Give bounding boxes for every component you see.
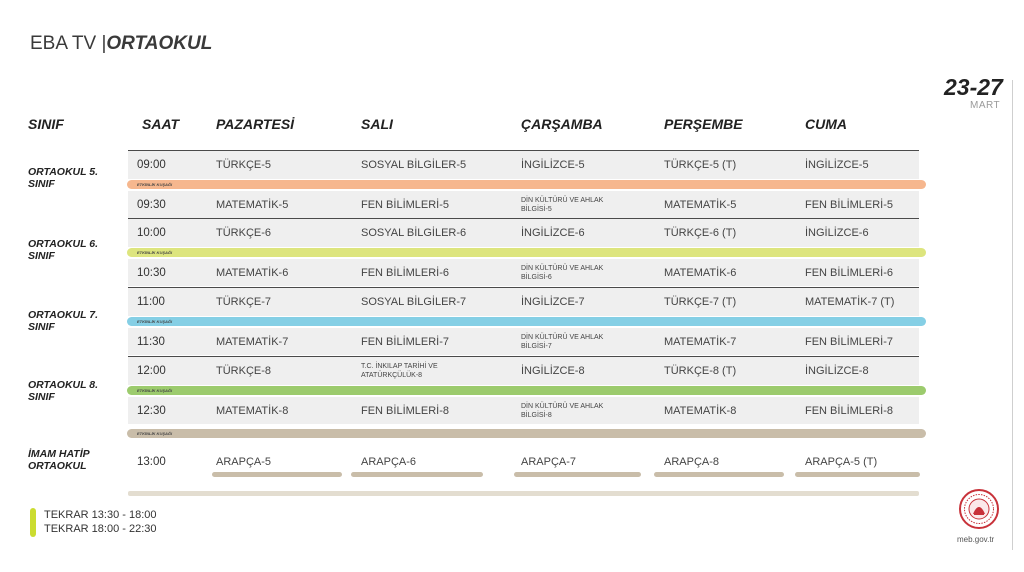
group-7-slot-1-time: 11:00 <box>137 296 165 308</box>
header-class: SINIF <box>28 116 64 132</box>
right-divider <box>1012 80 1013 550</box>
bottom-divider <box>128 491 919 496</box>
repeat-time-2: TEKRAR 18:00 - 22:30 <box>44 523 157 535</box>
header-day-friday: CUMA <box>805 116 847 132</box>
lesson-8-2-monday: MATEMATİK-8 <box>216 405 289 417</box>
activity-band-8 <box>127 386 926 395</box>
lesson-5-2-thursday: MATEMATİK-5 <box>664 199 737 211</box>
lesson-6-1-wednesday: İNGİLİZCE-6 <box>521 227 585 239</box>
repeat-indicator <box>30 508 36 537</box>
imam-hatip-underline-thursday <box>654 472 784 477</box>
activity-band-imam-hatip <box>127 429 926 438</box>
lesson-5-1-wednesday: İNGİLİZCE-5 <box>521 159 585 171</box>
lesson-8-1-monday: TÜRKÇE-8 <box>216 365 272 377</box>
lesson-6-2-friday: FEN BİLİMLERİ-6 <box>805 267 894 279</box>
lesson-7-1-tuesday: SOSYAL BİLGİLER-7 <box>361 296 467 308</box>
lesson-8-1-friday: İNGİLİZCE-8 <box>805 365 869 377</box>
imam-hatip-lesson-friday: ARAPÇA-5 (T) <box>805 456 878 468</box>
lesson-7-1-monday: TÜRKÇE-7 <box>216 296 272 308</box>
header-day-thursday: PERŞEMBE <box>664 116 743 132</box>
imam-hatip-lesson-monday: ARAPÇA-5 <box>216 456 272 468</box>
meb-emblem-icon <box>958 488 1000 530</box>
lesson-6-1-monday: TÜRKÇE-6 <box>216 227 272 239</box>
imam-hatip-lesson-thursday: ARAPÇA-8 <box>664 456 720 468</box>
imam-hatip-underline-monday <box>212 472 342 477</box>
group-6-slot-1-time: 10:00 <box>137 227 166 239</box>
brand-label: EBA TV <box>30 33 97 54</box>
page-title <box>30 33 212 55</box>
lesson-7-2-tuesday: FEN BİLİMLERİ-7 <box>361 336 450 348</box>
lesson-7-1-friday: MATEMATİK-7 (T) <box>805 296 895 308</box>
repeat-time-1: TEKRAR 13:30 - 18:00 <box>44 509 157 521</box>
group-7-name: ORTAOKUL 7. SINIF <box>28 309 99 333</box>
lesson-6-2-monday: MATEMATİK-6 <box>216 267 289 279</box>
lesson-5-2-wednesday: DİN KÜLTÜRÜ VE AHLAK BİLGİSİ-5 <box>521 197 604 213</box>
lesson-6-1-tuesday: SOSYAL BİLGİLER-6 <box>361 227 467 239</box>
lesson-5-2-friday: FEN BİLİMLERİ-5 <box>805 199 894 211</box>
group-6-name: ORTAOKUL 6. SINIF <box>28 238 99 262</box>
lesson-7-2-friday: FEN BİLİMLERİ-7 <box>805 336 894 348</box>
header-day-wednesday: ÇARŞAMBA <box>521 116 603 132</box>
lesson-8-2-friday: FEN BİLİMLERİ-8 <box>805 405 894 417</box>
lesson-6-2-tuesday: FEN BİLİMLERİ-6 <box>361 267 450 279</box>
subtitle-label: ORTAOKUL <box>106 33 213 54</box>
activity-band-label: ETKİNLİK KUŞAĞI <box>137 431 173 436</box>
group-5-slot-1-time: 09:00 <box>137 159 166 171</box>
lesson-5-1-monday: TÜRKÇE-5 <box>216 159 272 171</box>
lesson-8-2-tuesday: FEN BİLİMLERİ-8 <box>361 405 450 417</box>
imam-hatip-underline-wednesday <box>514 472 641 477</box>
imam-hatip-lesson-tuesday: ARAPÇA-6 <box>361 456 417 468</box>
activity-band-label: ETKİNLİK KUŞAĞI <box>137 319 173 324</box>
imam-hatip-lesson-wednesday: ARAPÇA-7 <box>521 456 577 468</box>
group-8-slot-1-time: 12:00 <box>137 365 166 377</box>
activity-band-label: ETKİNLİK KUŞAĞI <box>137 250 173 255</box>
header-day-monday: PAZARTESİ <box>216 116 295 132</box>
imam-hatip-time: 13:00 <box>137 456 166 468</box>
activity-band-label: ETKİNLİK KUŞAĞI <box>137 388 173 393</box>
group-8-name: ORTAOKUL 8. SINIF <box>28 379 99 403</box>
lesson-6-1-friday: İNGİLİZCE-6 <box>805 227 869 239</box>
group-7-slot-2-time: 11:30 <box>137 336 165 348</box>
activity-band-7 <box>127 317 926 326</box>
imam-hatip-underline-tuesday <box>351 472 483 477</box>
lesson-6-2-thursday: MATEMATİK-6 <box>664 267 737 279</box>
header-day-tuesday: SALI <box>361 116 393 132</box>
meb-url: meb.gov.tr <box>957 535 995 544</box>
activity-band-5 <box>127 180 926 189</box>
title-separator: | <box>101 33 107 54</box>
lesson-5-1-friday: İNGİLİZCE-5 <box>805 159 869 171</box>
lesson-5-2-tuesday: FEN BİLİMLERİ-5 <box>361 199 450 211</box>
lesson-7-1-thursday: TÜRKÇE-7 (T) <box>664 296 737 308</box>
imam-hatip-underline-friday <box>795 472 920 477</box>
date-month: MART <box>970 100 1001 111</box>
lesson-7-2-thursday: MATEMATİK-7 <box>664 336 737 348</box>
header-time: SAAT <box>142 116 180 132</box>
group-5-slot-2-time: 09:30 <box>137 199 166 211</box>
imam-hatip-name: İMAM HATİP ORTAOKUL <box>28 448 90 472</box>
lesson-8-1-wednesday: İNGİLİZCE-8 <box>521 365 585 377</box>
lesson-6-2-wednesday: DİN KÜLTÜRÜ VE AHLAK BİLGİSİ-6 <box>521 265 604 281</box>
activity-band-label: ETKİNLİK KUŞAĞI <box>137 182 173 187</box>
lesson-6-1-thursday: TÜRKÇE-6 (T) <box>664 227 737 239</box>
activity-band-6 <box>127 248 926 257</box>
lesson-7-2-monday: MATEMATİK-7 <box>216 336 289 348</box>
lesson-8-1-tuesday: T.C. İNKILAP TARİHİ VE ATATÜRKÇÜLÜK-8 <box>361 363 438 379</box>
lesson-5-1-thursday: TÜRKÇE-5 (T) <box>664 159 737 171</box>
lesson-5-2-monday: MATEMATİK-5 <box>216 199 289 211</box>
lesson-8-1-thursday: TÜRKÇE-8 (T) <box>664 365 737 377</box>
group-5-name: ORTAOKUL 5. SINIF <box>28 166 99 190</box>
lesson-8-2-wednesday: DİN KÜLTÜRÜ VE AHLAK BİLGİSİ-8 <box>521 403 604 419</box>
lesson-8-2-thursday: MATEMATİK-8 <box>664 405 737 417</box>
group-8-slot-2-time: 12:30 <box>137 405 166 417</box>
lesson-7-2-wednesday: DİN KÜLTÜRÜ VE AHLAK BİLGİSİ-7 <box>521 334 604 350</box>
lesson-7-1-wednesday: İNGİLİZCE-7 <box>521 296 585 308</box>
date-range: 23-27 <box>944 74 1003 100</box>
group-6-slot-2-time: 10:30 <box>137 267 166 279</box>
lesson-5-1-tuesday: SOSYAL BİLGİLER-5 <box>361 159 467 171</box>
